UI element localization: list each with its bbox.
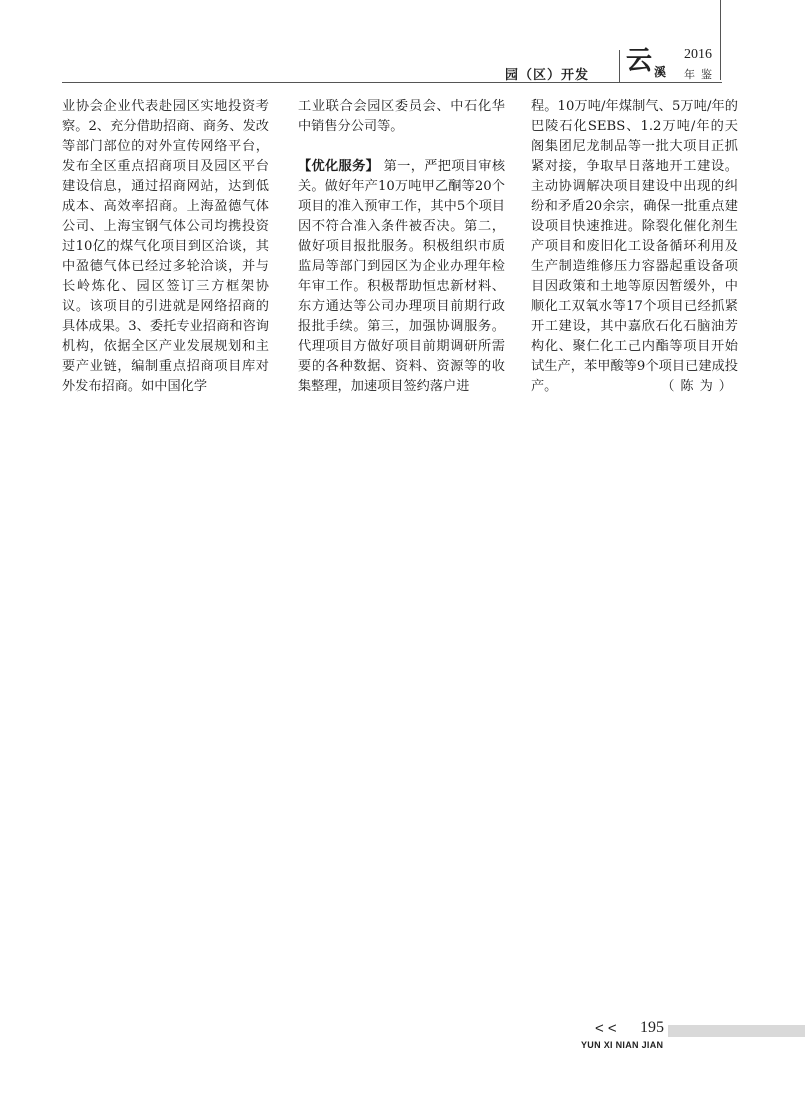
- page-number: 195: [640, 1019, 664, 1036]
- page-arrows: < <: [595, 1020, 617, 1037]
- section-keyword: 【优化服务】: [298, 159, 380, 174]
- footer-label: YUN XI NIAN JIAN: [581, 1040, 664, 1050]
- yearbook-year: 2016: [684, 47, 712, 62]
- footer-bar: [668, 1025, 805, 1037]
- section-title: 园（区）开发: [505, 68, 590, 83]
- column-3-paragraph-text: 程。10万吨/年煤制气、5万吨/年的巴陵石化SEBS、1.2万吨/年的天阁集团尼龙制品等一批大项目正抓紧对接，争取早日落地开工建设。主动协调解决项目建设中出现的纠纷和矛盾20余宗，确保一批重点建设项目快速推进。除裂化催化剂生产项目和废旧化工设备循环利用及生产制造维修压力容器起重设备项目因政策和土地等原因暂缓外，中顺化工双氧水等17个项目已经抓紧开工建设，其中嘉欣石化石脑油芳构化、聚仁化工己内酯等项目开始试生产，苯甲酸等9个项目已建成投产。: [531, 99, 738, 394]
- header-vertical-rule: [720, 0, 721, 80]
- text-column-2: [298, 97, 505, 397]
- text-column-3: [531, 97, 738, 397]
- column-2-paragraph-2-text: 第一，严把项目审核关。做好年产10万吨甲乙酮等20个项目的准入预审工作，其中5个项目因不符合准入条件被否决。第二，做好项目报批服务。积极组织市质监局等部门到园区为企业办理年检年审工作。积极帮助恒忠新材料、东方通达等公司办理项目前期行政报批手续。第三，加强协调服务。代理项目方做好项目前期调研所需要的各种数据、资料、资源等的收集整理，加速项目签约落户进: [298, 159, 506, 394]
- header-separator: [619, 50, 620, 82]
- yearbook-label: 年鉴: [684, 68, 718, 81]
- column-3-paragraph: [531, 97, 738, 397]
- yearbook-logo-sub: 溪: [654, 65, 667, 79]
- column-2-paragraph-1: 工业联合会园区委员会、中石化华中销售分公司等。: [298, 99, 505, 134]
- author-credit: （陈为）: [661, 379, 738, 394]
- yearbook-logo-main: 云: [626, 46, 653, 76]
- column-2-paragraph-2: [298, 157, 505, 397]
- header-rule: [62, 82, 722, 83]
- paragraph-gap: [298, 137, 505, 157]
- text-column-1: [62, 97, 269, 397]
- column-1-paragraph: 业协会企业代表赴园区实地投资考察。2、充分借助招商、商务、发改等部门部位的对外宣传网络平台，发布全区重点招商项目及园区平台建设信息，通过招商网站，达到低成本、高效率招商。上海盈德气体公司、上海宝钢气体公司均携投资过10亿的煤气化项目到区洽谈，其中盈德气体已经过多轮洽谈，并与长岭炼化、园区签订三方框架协议。该项目的引进就是网络招商的具体成果。3、委托专业招商和咨询机构，依据全区产业发展规划和主要产业链，编制重点招商项目库对外发布招商。如中国化学: [62, 99, 269, 394]
